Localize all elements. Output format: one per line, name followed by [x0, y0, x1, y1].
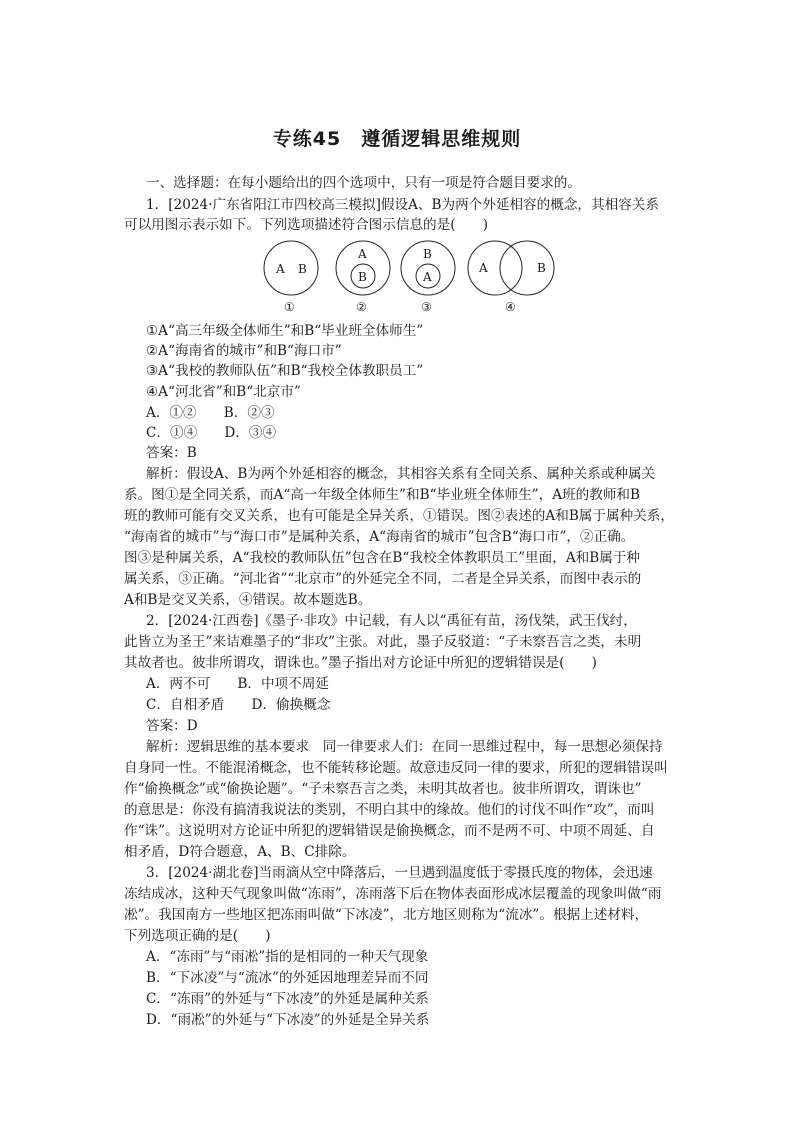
venn3-label-a: A: [423, 270, 432, 284]
page-title: 专练45 遵循逻辑思维规则: [272, 128, 522, 150]
q1-analysis-line: A和B是交叉关系，④错误。故本题选B。: [124, 592, 372, 608]
q3-option-d: D．“雨凇”的外延与“下冰凌”的外延是全异关系: [146, 1012, 430, 1028]
q2-analysis-line: 相矛盾，D符合题意，A、B、C排除。: [124, 844, 356, 860]
q1-item-2: ②A“海南省的城市”和B“海口市”: [146, 343, 342, 359]
venn4-label-a: A: [479, 261, 488, 275]
q2-analysis-line: 作“偷换概念”或“偷换论题”。“子未察吾言之类，未明其故者也。彼非所谓攻，谓诛也”: [124, 781, 642, 797]
q3-option-b: B．“下冰凌”与“流冰”的外延因地理差异而不同: [146, 970, 429, 986]
q1-analysis-line: 系。图①是全同关系，而A“高一年级全体师生”和B“毕业班全体师生”，A班的教师和B: [124, 487, 641, 503]
q3-option-a: A．“冻雨”与“雨凇”指的是相同的一种天气现象: [146, 949, 429, 965]
q3-stem-line-1: 3．[2024·湖北卷]当雨滴从空中降落后，一旦遇到温度低于零摄氏度的物体，会迅速: [146, 865, 653, 881]
venn2-label-a: A: [358, 247, 367, 261]
q1-item-4: ④A“河北省”和B“北京市”: [146, 384, 301, 400]
venn4-circle-b: [500, 241, 554, 295]
q3-stem-line-2: 冻结成冰，这种天气现象叫做“冻雨”，冻雨落下后在物体表面形成冰层覆盖的现象叫做“雨: [124, 886, 662, 902]
q1-analysis-line: “海南省的城市”与“海口市”是属种关系，A“海南省的城市”包含B“海口市”，②正确。: [124, 529, 635, 545]
venn3-number: ③: [421, 300, 432, 314]
section-heading: 一、选择题：在每小题给出的四个选项中，只有一项是符合题目要求的。: [146, 175, 581, 191]
venn4-circle-a: [468, 241, 522, 295]
q2-stem-line-3: 其故者也。彼非所谓攻，谓诛也。”墨子指出对方论证中所犯的逻辑错误是( ): [124, 655, 597, 671]
q3-stem-line-3: 凇”。我国南方一些地区把冻雨叫做“下冰凌”，北方地区则称为“流冰”。根据上述材料，: [124, 907, 649, 923]
q1-item-3: ③A“我校的教师队伍”和B“我校全体教职员工”: [146, 363, 424, 379]
q3-option-c: C．“冻雨”的外延与“下冰凌”的外延是属种关系: [146, 991, 429, 1007]
venn-diagram: [258, 236, 578, 318]
venn2-label-b: B: [358, 270, 367, 284]
q1-answer: 答案：B: [146, 445, 197, 461]
q1-options-row-2: C．①④ D．③④: [146, 425, 277, 441]
venn2-number: ②: [356, 300, 367, 314]
q1-analysis-line: 解析：假设A、B为两个外延相容的概念，其相容关系有全同关系、属种关系或种属关: [146, 466, 656, 482]
q1-analysis-line: 属关系，③正确。“河北省”“北京市”的外延完全不同，二者是全异关系，而图中表示的: [124, 571, 642, 587]
venn4-number: ④: [505, 300, 516, 314]
venn1-circle: [264, 241, 318, 295]
venn3-label-b: B: [423, 247, 432, 261]
q2-options-row-1: A．两不可 B．中项不周延: [146, 676, 329, 692]
q2-answer: 答案：D: [146, 718, 198, 734]
q1-stem-line-2: 可以用图示表示如下。下列选项描述符合图示信息的是( ): [124, 217, 489, 233]
q1-stem-line-1: 1．[2024·广东省阳江市四校高三模拟]假设A、B为两个外延相容的概念，其相容关系: [146, 197, 659, 213]
q2-analysis-line: 解析：逻辑思维的基本要求 同一律要求人们：在同一思维过程中，每一思想必须保持: [146, 739, 663, 755]
q1-analysis-line: 图③是种属关系，A“我校的教师队伍”包含在B“我校全体教职员工”里面，A和B属于种: [124, 550, 641, 566]
venn1-label-b: B: [298, 262, 307, 276]
q2-analysis-line: 自身同一性。不能混淆概念，也不能转移论题。故意违反同一律的要求，所犯的逻辑错误叫: [124, 760, 668, 776]
q1-item-1: ①A“高三年级全体师生”和B“毕业班全体师生”: [146, 323, 424, 339]
q1-analysis-line: 班的教师可能有交叉关系，也有可能是全异关系，①错误。图②表述的A和B属于属种关系，: [124, 508, 674, 524]
q2-options-row-2: C．自相矛盾 D．偷换概念: [146, 697, 331, 713]
q2-stem-line-1: 2．[2024·江西卷]《墨子·非攻》中记载，有人以“禹征有苗，汤伐桀，武王伐纣，: [146, 613, 637, 629]
venn4-label-b: B: [537, 261, 546, 275]
q3-stem-line-4: 下列选项正确的是( ): [124, 928, 271, 944]
q2-stem-line-2: 此皆立为圣王”来诘难墨子的“非攻”主张。对此，墨子反驳道：“子未察吾言之类，未明: [124, 634, 642, 650]
venn1-label-a: A: [276, 262, 285, 276]
q2-analysis-line: 作“诛”。这说明对方论证中所犯的逻辑错误是偷换概念，而不是两不可、中项不周延、自: [124, 823, 655, 839]
venn1-number: ①: [284, 300, 295, 314]
q2-analysis-line: 的意思是：你没有搞清我说法的类别，不明白其中的缘故。他们的讨伐不叫作“攻”，而叫: [124, 802, 655, 818]
q1-options-row-1: A．①② B．②③: [146, 405, 275, 421]
venn-diagram-svg: [258, 236, 578, 318]
